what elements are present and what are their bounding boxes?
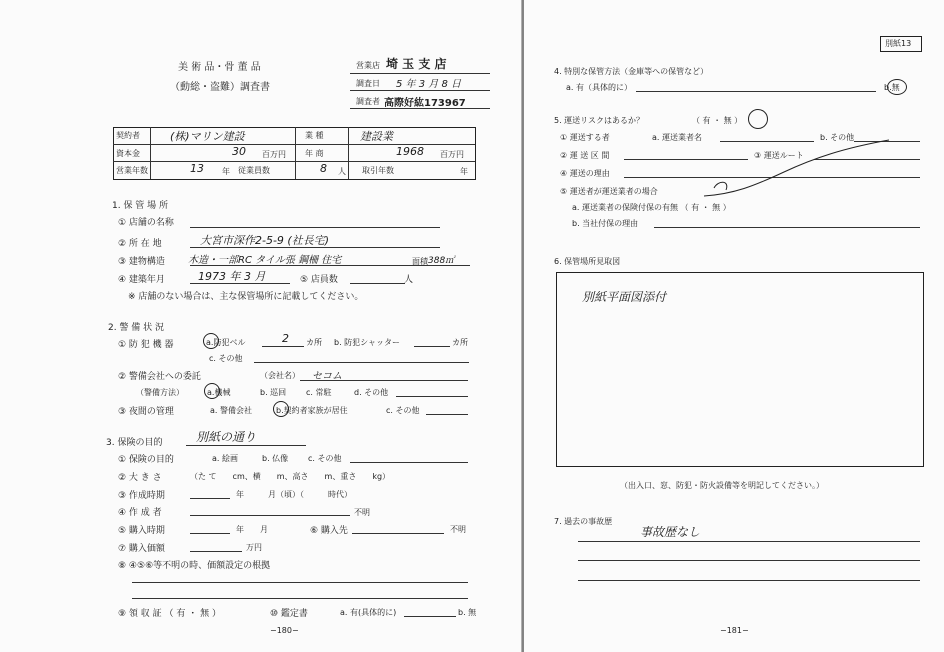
s7-line-1 (578, 541, 920, 542)
branch-name: 埼 玉 支 店 (386, 57, 447, 71)
page-number-left: −180− (270, 626, 299, 635)
method-c-label: c. 常駐 (306, 388, 332, 397)
crime-c-line (254, 362, 469, 363)
s5-item2b-label: ③ 運送ルート (754, 151, 804, 160)
capital-unit: 百万円 (262, 150, 286, 159)
s4-line-a: a. 有（具体的に） (566, 83, 632, 92)
s4-line-b: b.無 (884, 83, 900, 92)
s3-title-line (186, 445, 306, 446)
right-page-181 (524, 0, 944, 652)
item6-label: ⑥ 購入先 (310, 526, 348, 536)
item6-line (352, 533, 444, 534)
s4-line (636, 91, 876, 92)
night-c-line (426, 414, 468, 415)
method-b-label: b. 巡回 (260, 388, 287, 397)
item10-b: b. 無 (458, 608, 477, 617)
survey-date: 5 年 3 月 8 日 (396, 79, 461, 90)
s5-item1-label: ① 運送する者 (560, 133, 610, 142)
guard-company-label: ② 警備会社への委託 (118, 372, 201, 382)
survey-date-label: 調査日 (356, 79, 380, 88)
item2-label: ② 大 き さ (118, 473, 162, 483)
sales-value: 1968 (396, 145, 424, 158)
s6-handwritten: 別紙平面図添付 (582, 290, 667, 304)
built-value: 1973 年 3 月 (198, 270, 266, 283)
capital-value: 30 (232, 145, 246, 158)
table-col-divider-3 (348, 127, 349, 179)
crime-b-unit: カ所 (452, 338, 468, 347)
area-value: 388㎡ (428, 256, 455, 266)
crime-a-value: 2 (282, 332, 289, 345)
structure-value: 木造・一部RC タイル張 鋼柵 住宅 (188, 255, 342, 266)
sales-unit: 百万円 (440, 150, 464, 159)
s5-item4-a: a. 運送業者の保険付保の有無 （ 有 ・ 無 ） (572, 203, 731, 212)
s6-title: 6. 保管場所見取図 (554, 257, 621, 266)
item2-text: （た て cm、横 m、高さ m、重さ kg） (190, 472, 391, 481)
contractor-label: 契約者 (116, 131, 140, 140)
address-value: 大宮市深作2-5-9 (社長宅) (200, 234, 330, 247)
years-value: 13 (190, 162, 204, 175)
item1-a: a. 絵画 (212, 454, 238, 463)
years-label: 営業年数 (116, 166, 148, 175)
table-col-divider-1 (150, 127, 151, 179)
company-name-value: セコム (312, 371, 342, 382)
structure-line (190, 265, 470, 266)
trade-years-unit: 年 (460, 167, 468, 176)
item10-label: ⑩ 鑑定書 (270, 609, 308, 619)
branch-label: 営業店 (356, 61, 380, 70)
crime-a-unit: カ所 (306, 338, 322, 347)
s1-address-label: ② 所 在 地 (118, 239, 162, 249)
store-name-line (190, 227, 440, 228)
item4-label: ④ 作 成 者 (118, 508, 162, 518)
item3-label: ③ 作成時期 (118, 491, 165, 501)
company-name-label: （会社名） (260, 371, 300, 380)
item5-text: 年 月 (236, 525, 268, 534)
s7-title: 7. 過去の事故歴 (554, 517, 613, 526)
business-value: 建設業 (360, 130, 393, 143)
form-title-line1: 美 術 品・骨 董 品 (178, 62, 261, 73)
crime-a-line (262, 346, 304, 347)
attachment-tag: 別紙13 (885, 39, 912, 48)
item7-label: ⑦ 購入価額 (118, 544, 165, 554)
s5-strike-through-mark (694, 136, 894, 206)
crime-b-label: b. 防犯シャッター (334, 338, 401, 347)
company-line (300, 380, 468, 381)
item7-line (190, 551, 242, 552)
employees-label: 従業員数 (238, 166, 270, 175)
item4-line (190, 515, 350, 516)
item5-label: ⑤ 購入時期 (118, 526, 165, 536)
item1-b: b. 仏像 (262, 454, 289, 463)
item4-unknown: 不明 (354, 508, 370, 517)
s5-item1-a: a. 運送業者名 (652, 133, 702, 142)
s5-item2-label: ② 運 送 区 間 (560, 151, 610, 160)
capital-label: 資本金 (116, 149, 140, 158)
date-underline (350, 90, 490, 91)
s7-line-3 (578, 580, 920, 581)
s1-staff-label: ⑤ 店員数 (300, 275, 338, 285)
years-unit: 年 (222, 167, 230, 176)
item6-unknown: 不明 (450, 525, 466, 534)
employees-unit: 人 (338, 167, 346, 176)
crime-a-label: a.防犯ベル (206, 338, 246, 347)
surveyor-label: 調査者 (356, 97, 380, 106)
item8-label: ⑧ ④⑤⑥等不明の時、価額設定の根拠 (118, 561, 271, 571)
contractor-value: (株)マリン建設 (170, 130, 245, 143)
s5-item3-label: ④ 運送の理由 (560, 169, 610, 178)
s2-title: 2. 警 備 状 況 (108, 323, 165, 333)
s1-structure-label: ③ 建物構造 (118, 257, 165, 267)
crime-equipment-label: ① 防 犯 機 器 (118, 340, 174, 350)
s1-title: 1. 保 管 場 所 (112, 201, 169, 211)
trade-years-label: 取引年数 (362, 166, 394, 175)
s3-handwritten: 別紙の通り (196, 430, 257, 444)
s3-title: 3. 保険の目的 (106, 438, 163, 448)
item3-year-line (190, 498, 230, 499)
item7-unit: 万円 (246, 543, 262, 552)
guard-method-label: （警備方法） (136, 388, 184, 397)
night-c-label: c. その他 (386, 406, 420, 415)
surveyor-underline (350, 108, 490, 109)
item10-line (404, 616, 456, 617)
method-d-line (396, 396, 468, 397)
s5-choice: （ 有 ・ 無 ） (692, 116, 743, 125)
s5-none-circled (748, 109, 768, 129)
s4-title: 4. 特別な保管方法（金庫等への保管など） (554, 67, 709, 76)
employees-value: 8 (320, 162, 327, 175)
s1-built-label: ④ 建築年月 (118, 275, 165, 285)
item3-text: 年 月（頃）（ 時代） (236, 490, 352, 499)
item1-label: ① 保険の目的 (118, 455, 174, 465)
s5-title: 5. 運送リスクはあるか？ (554, 116, 645, 125)
s5-item4-b: b. 当社付保の理由 (572, 219, 639, 228)
s6-note: （出入口、窓、防犯・防火設備等を明記してください。） (620, 481, 824, 490)
s7-handwritten: 事故歴なし (640, 525, 701, 539)
item8-line-2 (132, 598, 468, 599)
night-management-label: ③ 夜間の管理 (118, 407, 174, 417)
built-line (190, 283, 290, 284)
business-label: 業 種 (305, 131, 324, 140)
s1-note: ※ 店舗のない場合は、主な保管場所に記載してください。 (128, 292, 364, 302)
s7-line-2 (578, 560, 920, 561)
table-row-divider-2 (113, 161, 475, 162)
address-line (190, 247, 440, 248)
branch-underline (350, 73, 490, 74)
table-col-divider-2 (295, 127, 296, 179)
staff-unit: 人 (404, 275, 414, 285)
item1-c: c. その他 (308, 454, 342, 463)
s1-store-name-label: ① 店舗の名称 (118, 218, 174, 228)
surveyor-name: 高際好紘173967 (384, 98, 466, 109)
item10-a: a. 有(具体的に) (340, 608, 397, 617)
crime-c-label: c. その他 (209, 354, 243, 363)
item1-c-line (350, 462, 468, 463)
night-b-label: b.契約者家族が居住 (276, 406, 348, 415)
s5-item4-label: ⑤ 運送者が運送業者の場合 (560, 187, 658, 196)
method-d-label: d. その他 (354, 388, 389, 397)
staff-line (350, 283, 405, 284)
item5-line (190, 533, 230, 534)
item8-line-1 (132, 582, 468, 583)
method-a-label: a.機械 (207, 388, 231, 397)
area-label: 面積 (412, 257, 428, 266)
crime-b-line (414, 346, 450, 347)
form-title-line2: （動総・盗難）調査書 (170, 82, 270, 93)
s5-item4-b-line (654, 227, 920, 228)
item9-label: ⑨ 領 収 証 （ 有 ・ 無 ） (118, 609, 221, 619)
night-a-label: a. 警備会社 (210, 406, 252, 415)
sales-label: 年 商 (305, 149, 324, 158)
page-number-right: −181− (720, 626, 749, 635)
s5-item1-b: b. その他 (820, 133, 855, 142)
